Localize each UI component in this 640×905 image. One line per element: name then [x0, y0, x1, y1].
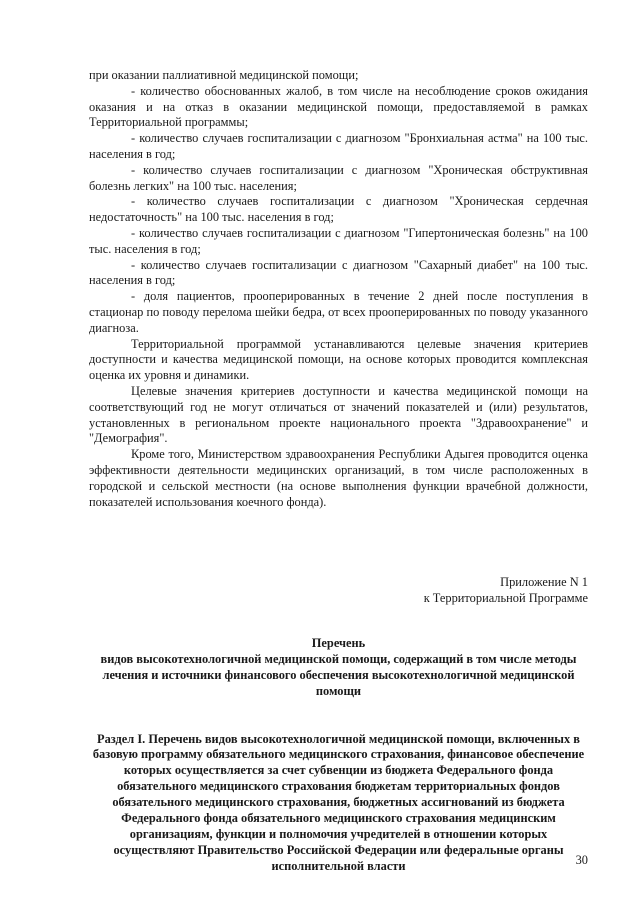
- body-paragraph: при оказании паллиативной медицинской помощи;: [89, 68, 359, 82]
- section-heading: Раздел I. Перечень видов высокотехнологичной медицинской помощи, включенных в базовую программу обязательного медицинского страхования, финансовое обеспечение которых осуществляется за счет субвенции из бюджета Федерального фонда обязательного медицинского страхования бюджетам территориальных фондов обязательного медицинского страхования, бюджетных ассигнований из бюджета Федерального фонда обязательного медицинского страхования медицинским организациям, функции и полномочия учредителей в отношении которых осуществляют Правительство Российской Федерации или федеральные органы исполнительной власти: [92, 731, 585, 873]
- page-number: 30: [575, 853, 588, 867]
- body-paragraph: Целевые значения критериев доступности и качества медицинской помощи на соответствующий год не могут отличаться от значений показателей и (или) результатов, установленных в региональном проекте национального проекта "Здравоохранение" и "Демография".: [89, 383, 588, 446]
- body-paragraph: - количество обоснованных жалоб, в том числе на несоблюдение сроков ожидания оказания и на отказ в оказании медицинской помощи, предоставляемой в рамках Территориальной программы;: [89, 83, 588, 130]
- appendix-reference: [89, 574, 588, 606]
- body-paragraph: - доля пациентов, прооперированных в течение 2 дней после поступления в стационар по поводу перелома шейки бедра, от всех прооперированных по поводу указанного диагноза.: [89, 289, 588, 335]
- list-title: [89, 636, 588, 699]
- body-paragraph: - количество случаев госпитализации с диагнозом "Сахарный диабет" на 100 тыс. населения в год;: [89, 257, 588, 288]
- list-subheading: видов высокотехнологичной медицинской помощи, содержащий в том числе методы лечения и источники финансового обеспечения высокотехнологичной медицинской помощи: [100, 652, 577, 698]
- body-text: [89, 68, 588, 510]
- appendix-number: Приложение N 1: [500, 575, 588, 590]
- body-paragraph: - количество случаев госпитализации с диагнозом "Хроническая обструктивная болезнь легких" на 100 тыс. населения;: [89, 162, 588, 193]
- body-paragraph: - количество случаев госпитализации с диагнозом "Бронхиальная астма" на 100 тыс. населения в год;: [89, 131, 588, 161]
- body-paragraph: - количество случаев госпитализации с диагнозом "Хроническая сердечная недостаточность" на 100 тыс. населения в год;: [89, 194, 588, 225]
- body-paragraph: - количество случаев госпитализации с диагнозом "Гипертоническая болезнь" на 100 тыс. населения в год;: [89, 225, 588, 256]
- list-heading: Перечень: [311, 636, 366, 651]
- body-paragraph: Кроме того, Министерством здравоохранения Республики Адыгея проводится оценка эффективности деятельности медицинских организаций, в том числе расположенных в городской и сельской местности (на основе выполнения функции врачебной должности, показателей использования коечного фонда).: [89, 447, 588, 509]
- body-paragraph: Территориальной программой устанавливаются целевые значения критериев доступности и качества медицинской помощи, на основе которых проводится комплексная оценка их уровня и динамики.: [89, 336, 588, 383]
- document-page: [89, 68, 588, 875]
- appendix-target: к Территориальной Программе: [423, 591, 588, 606]
